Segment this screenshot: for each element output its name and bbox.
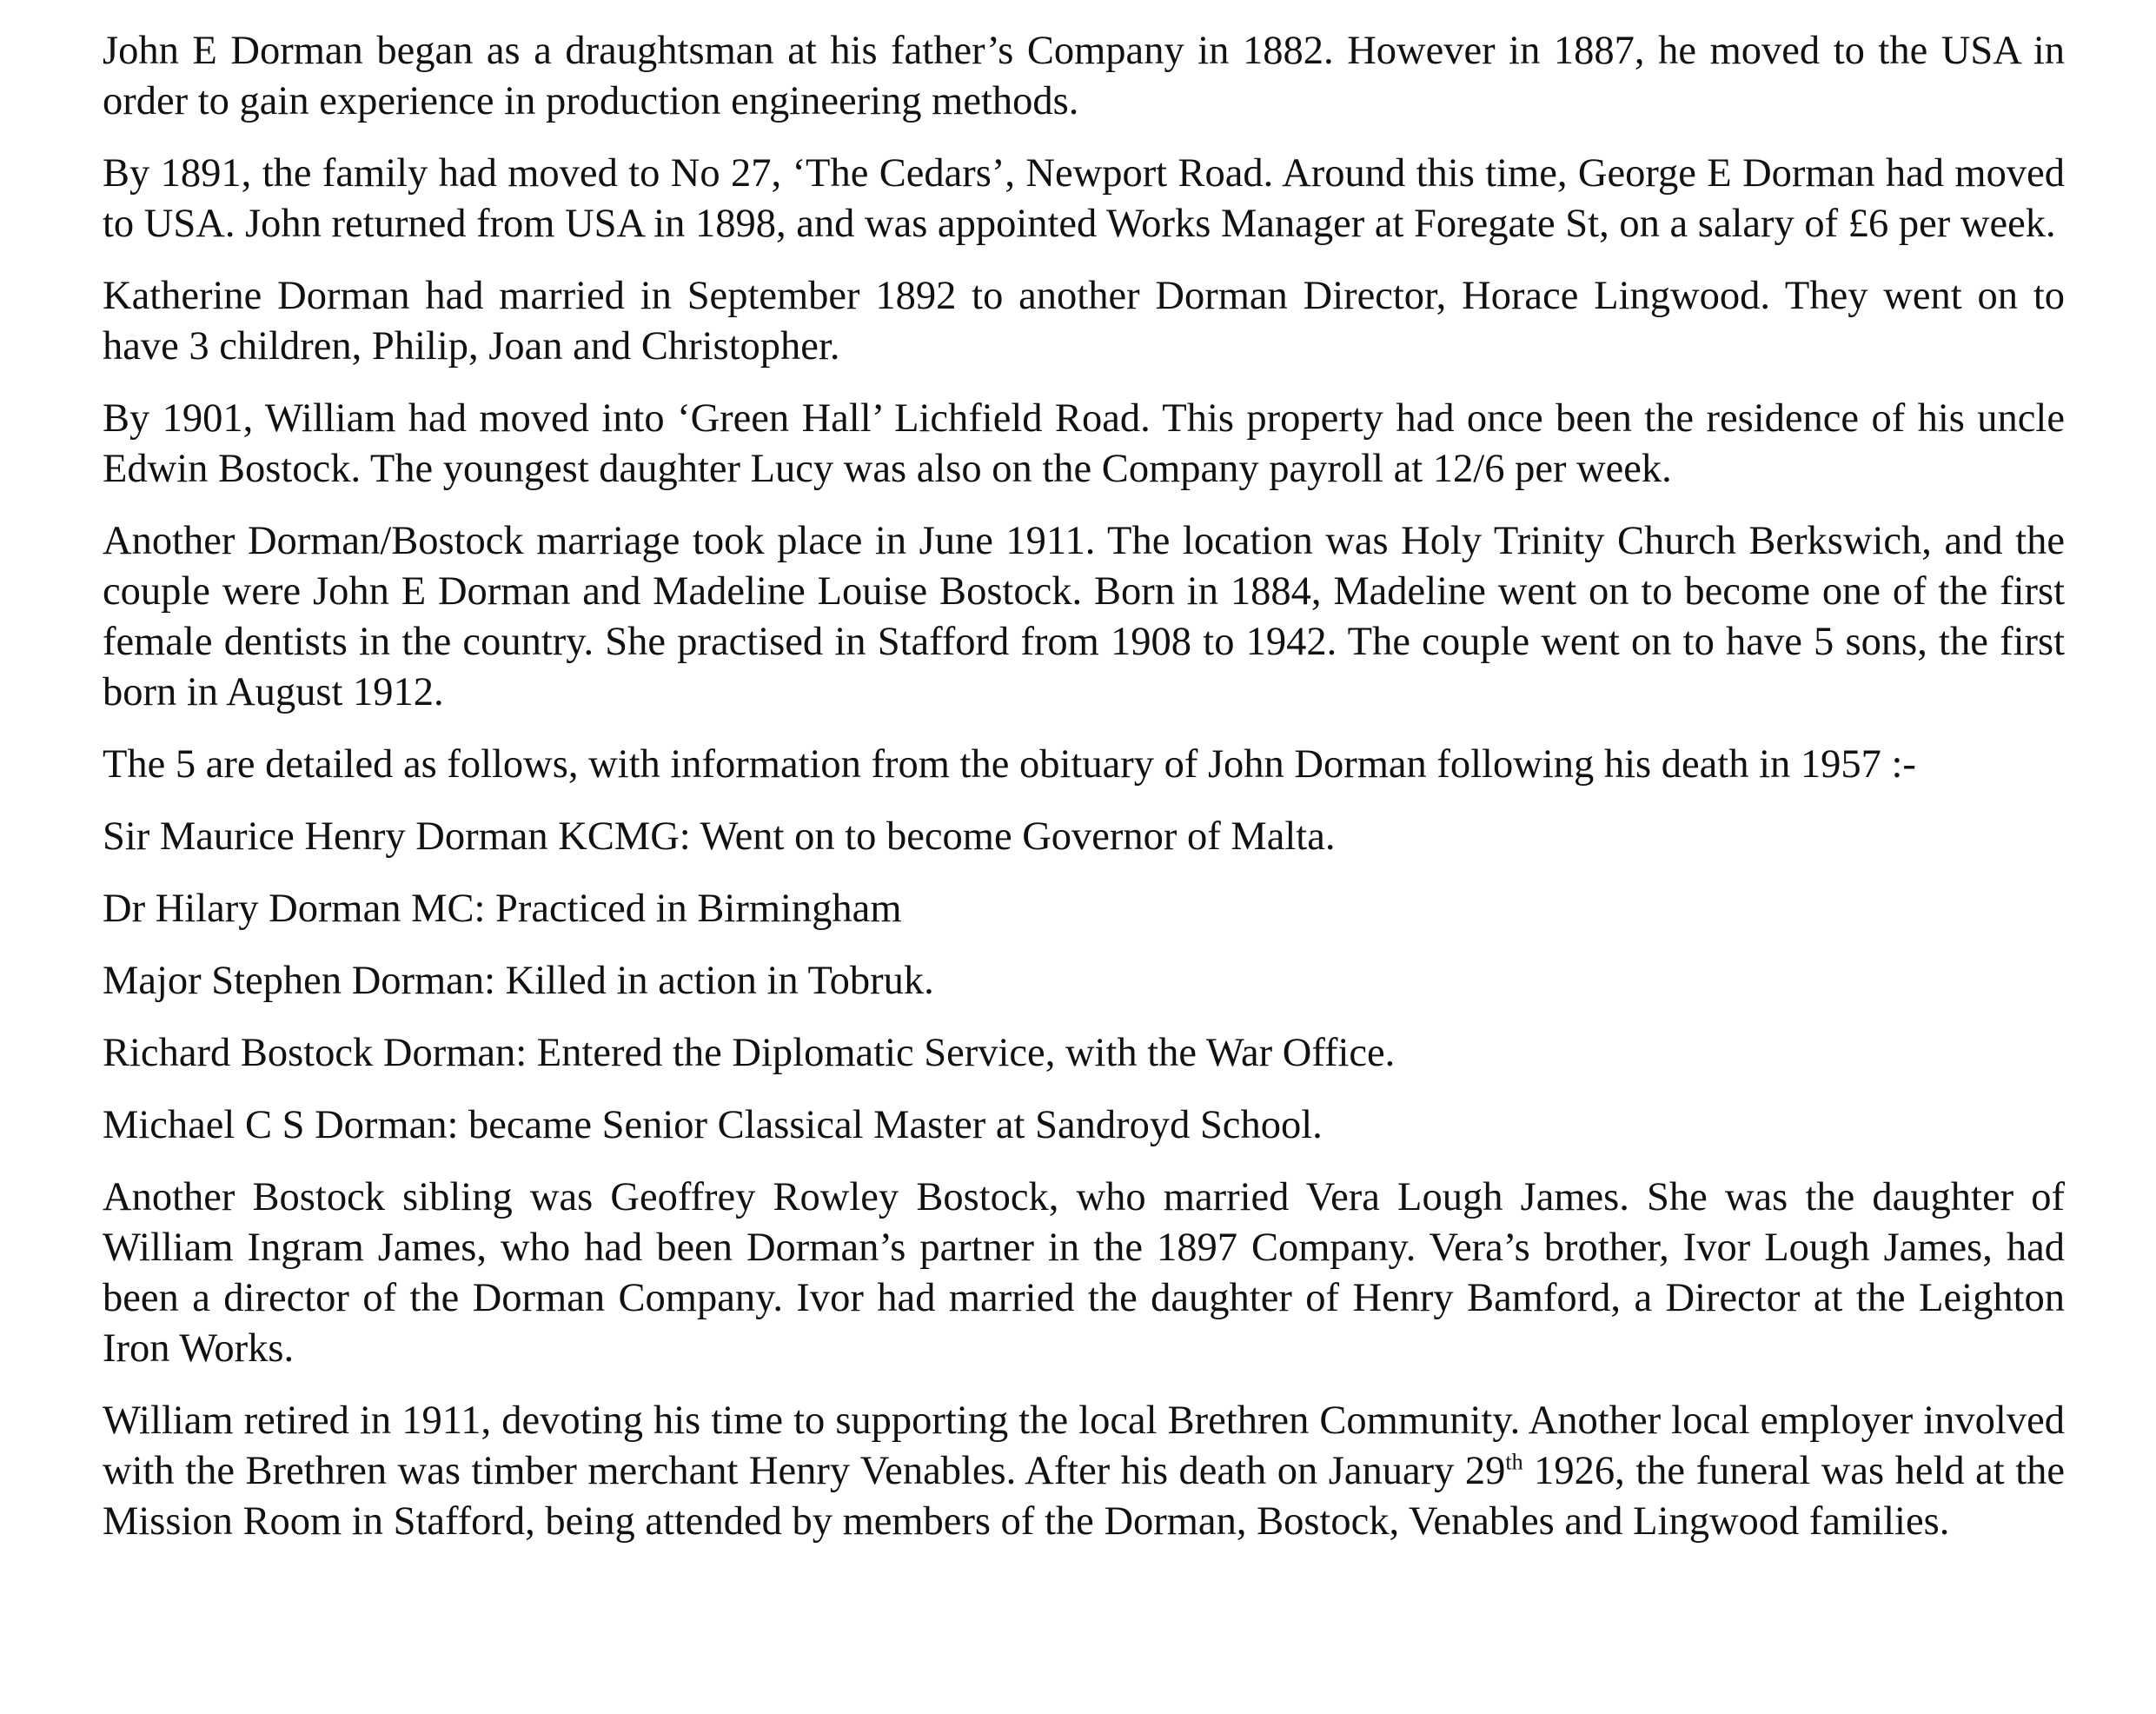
son-entry-maurice: Sir Maurice Henry Dorman KCMG: Went on to become Governor of Malta. <box>103 814 1336 859</box>
son-entry-michael: Michael C S Dorman: became Senior Classical Master at Sandroyd School. <box>103 1103 1323 1147</box>
william-retired-text-start: William retired in 1911, devoting his time to supporting the local Brethren Community. Another local employer involved with the Brethren was timber merchant Henry Venables. After his death on January 29 <box>103 1398 2065 1493</box>
son-entry-richard: Richard Bostock Dorman: Entered the Diplomatic Service, with the War Office. <box>103 1031 1396 1075</box>
paragraph-five-sons-intro: The 5 are detailed as follows, with information from the obituary of John Dorman following his death in 1957 :- <box>103 742 1916 787</box>
document-page <box>103 26 2065 1569</box>
son-entry-hilary: Dr Hilary Dorman MC: Practiced in Birmingham <box>103 887 902 931</box>
paragraph-john-dorman-early: John E Dorman began as a draughtsman at his father’s Company in 1882. However in 1887, he moved to the USA in order to gain experience in production engineering methods. <box>103 29 2065 123</box>
paragraph-geoffrey-bostock: Another Bostock sibling was Geoffrey Rowley Bostock, who married Vera Lough James. She was the daughter of William Ingram James, who had been Dorman’s partner in the 1897 Company. Vera’s brother, Ivor Lough James, had been a director of the Dorman Company. Ivor had married the daughter of Henry Bamford, a Director at the Leighton Iron Works. <box>103 1175 2065 1371</box>
william-retired-text-end: 1926, the funeral was held at the Mission Room in Stafford, being attended by members of the Dorman, Bostock, Venables and Lingwood families. <box>103 1449 2066 1544</box>
paragraph-dorman-bostock-marriage: Another Dorman/Bostock marriage took place in June 1911. The location was Holy Trinity Church Berkswich, and the couple were John E Dorman and Madeline Louise Bostock. Born in 1884, Madeline went on to become one of the first female dentists in the country. She practised in Stafford from 1908 to 1942. The couple went on to have 5 sons, the first born in August 1912. <box>103 519 2065 714</box>
ordinal-superscript: th <box>1505 1449 1523 1475</box>
paragraph-katherine-marriage: Katherine Dorman had married in September 1892 to another Dorman Director, Horace Lingwood. They went on to have 3 children, Philip, Joan and Christopher. <box>103 274 2065 369</box>
paragraph-family-move-1891: By 1891, the family had moved to No 27, ‘The Cedars’, Newport Road. Around this time, George E Dorman had moved to USA. John returned from USA in 1898, and was appointed Works Manager at Foregate St, on a salary of £6 per week. <box>103 151 2065 246</box>
paragraph-green-hall: By 1901, William had moved into ‘Green Hall’ Lichfield Road. This property had once been the residence of his uncle Edwin Bostock. The youngest daughter Lucy was also on the Company payroll at 12/6 per week. <box>103 396 2065 491</box>
son-entry-stephen: Major Stephen Dorman: Killed in action in Tobruk. <box>103 959 934 1003</box>
paragraph-william-retired <box>103 1396 2065 1547</box>
